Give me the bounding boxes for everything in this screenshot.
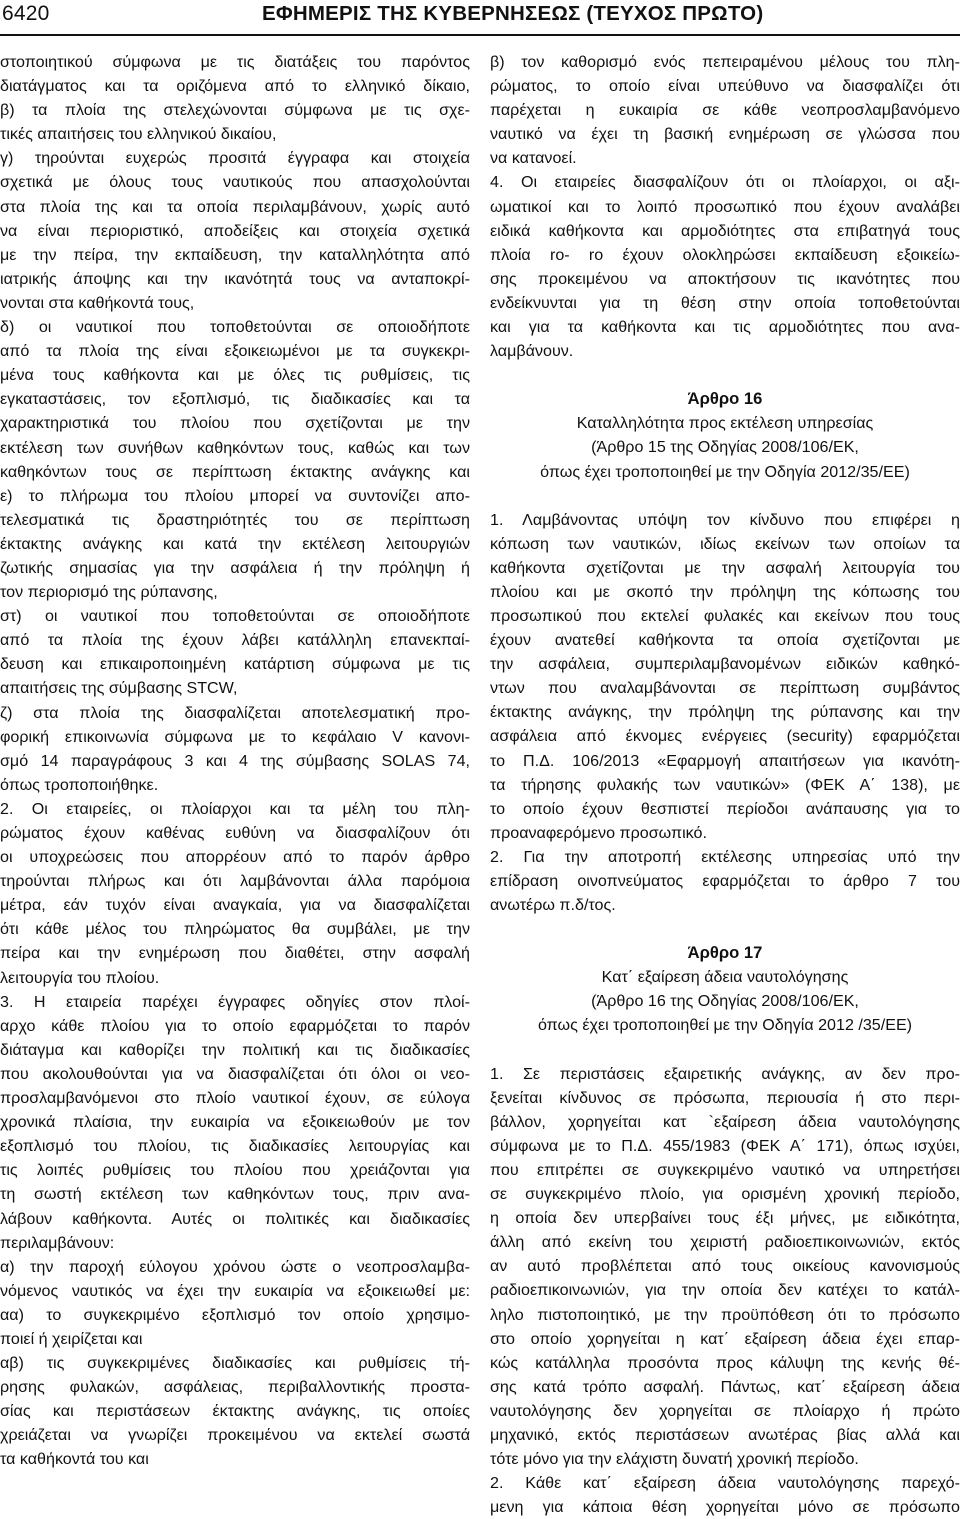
text-line: μενη για κάποια θέση χορηγείται μόνο σε πρόσωπο [490,1498,960,1517]
text-line: 2. Κάθε κατ΄ εξαίρεση άδεια ναυτολόγησης παρεχό- [490,1474,960,1493]
text-line: πείρα και την ενημέρωση που διαθέτει, στην ασφαλή [0,944,470,963]
text-line: 2. Οι εταιρείες, οι πλοίαρχοι και τα μέλη του πλη- [0,799,470,818]
text-line: μένα τους καθήκοντα και με όλες τις ρυθμίσεις, τις [0,366,470,385]
article-subtitle-line: όπως έχει τροποποιηθεί με την Οδηγία 2012 /35/ΕΕ) [537,1016,913,1035]
text-line: αρχο κάθε πλοίου για το οποίο εφαρμόζεται το παρόν [0,1016,470,1035]
header-rule [0,34,960,36]
article-subtitle-line: όπως έχει τροποποιηθεί με την Οδηγία 2012/35/ΕΕ) [540,462,910,481]
text-line: με την πείρα, την εκπαίδευση, την καταλληλότητα από [0,245,470,264]
text-line: τα τήρησης φυλακής των ναυτικών» (ΦΕΚ Α΄ 138), με [490,775,960,794]
text-line: καθηκόντων τους σε περίπτωση έκτακτης ανάγκης και [0,462,470,481]
text-line: ξενείται κίνδυνος σε πρόσωπα, περιουσία ή στο περι- [490,1088,960,1107]
right-column [490,50,960,1519]
text-line: την ασφάλεια, συμπεριλαμβανομένων ειδικών καθηκό- [490,655,960,674]
page-header [0,0,960,40]
text-line: 3. Η εταιρεία παρέχει έγγραφες οδηγίες στον πλοί- [0,992,470,1011]
text-line: πλοία ro- ro έχουν ολοκληρώσει εκπαίδευση εξοικείω- [490,245,960,264]
text-line: νονται στα καθήκοντά τους, [0,293,195,312]
paragraph-gap [490,484,960,508]
text-line: ενδείκνυνται για τη θέση στην οποία τοποθετούνται [490,293,960,312]
text-line: ωματικοί και το λοιπό προσωπικό που έχουν αναλάβει [490,197,960,216]
text-line: εξοπλισμό του πλοίου, τις διαδικασίες λειτουργίας και [0,1137,470,1156]
text-line: ιατρικής άποψης και την ικανότητά τους να ανταποκρί- [0,269,470,288]
text-line: 1. Σε περιστάσεις εξαιρετικής ανάγκης, αν δεν προ- [490,1064,960,1083]
text-line: τικές απαιτήσεις του ελληνικού δικαίου, [0,125,277,144]
text-line: γ) τηρούνται ευχερώς προσιτά έγγραφα και στοιχεία [0,149,470,168]
text-line: ζ) στα πλοία της διασφαλίζεται αποτελεσματική προ- [0,703,470,722]
text-line: αα) το συγκεκριμένο εξοπλισμό τον οποίο χρησιμο- [0,1305,470,1324]
text-line: ληλο πιστοποιητικό, με την προϋπόθεση ότι το πρόσωπο [490,1305,960,1324]
article-subtitle-line: Κατ΄ εξαίρεση άδεια ναυτολόγησης [601,968,849,987]
article-heading: Άρθρο 17 [687,943,763,963]
text-line: βάλλον, χορηγείται κατ `εξαίρεση άδεια ναυτολόγησης [490,1112,960,1131]
text-line: χρονικά πλαίσια, την ευκαιρία να εξοικειωθούν με τον [0,1113,470,1132]
text-line: τελεσματικά τις δραστηριότητές του σε περίπτωση [0,510,470,529]
text-line: στα πλοία της και τα οποία περιλαμβάνουν, χωρίς αυτό [0,197,470,216]
text-line: ντων που αναλαμβάνονται σε περίπτωση συμβάντος [490,679,960,698]
text-line: τηρούνται πλήρως και ότι λαμβάνονται άλλα παρόμοια [0,872,470,891]
text-line: β) τον καθορισμό ενός πεπειραμένου μέλους του πλη- [490,53,960,71]
text-line: ναυτολόγησης δεν χορηγείται σε πλοίαρχο ή πρώτο [490,1401,960,1420]
text-line: 4. Οι εταιρείες διασφαλίζουν ότι οι πλοίαρχοι, οι αξι- [490,173,960,192]
text-line: έκτακτης ανάγκης, την πρόληψη της ρύπανσης και την [490,703,960,722]
text-line: σης προκειμένου να αποκτήσουν τις ικανότητες που [490,269,960,288]
text-line: διατάγματος και τα οριζόμενα από το ελληνικό δίκαιο, [0,77,470,96]
text-line: δευση και επικαιροποιημένη κατάρτιση σύμφωνα με τις [0,655,470,674]
text-line: σίας και περιστάσεων έκτακτης ανάγκης, τις οποίες [0,1402,470,1421]
text-line: χαρακτηριστικά του πλοίου που σχετίζονται με την [0,414,470,433]
text-line: φορική επικοινωνία σύμφωνα με το κεφάλαιο V κανονι- [0,727,470,746]
text-line: δ) οι ναυτικοί που τοποθετούνται σε οποιοδήποτε [0,318,470,337]
text-line: ρησης φυλακών, ασφάλειας, περιβαλλοντικής προστα- [0,1378,470,1397]
text-line: εκτέλεση των συνήθων καθηκόντων τους, καθώς και των [0,438,470,457]
paragraph-gap [490,363,960,387]
text-line: λειτουργία του πλοίου. [0,968,160,987]
text-line: ανωτέρω π.δ/τος. [490,896,616,915]
text-line: παρέχεται η ευκαιρία σε κάθε νεοπροσλαμβανόμενο [490,101,960,120]
text-line: 2. Για την αποτροπή εκτέλεσης υπηρεσίας υπό την [490,847,960,866]
text-line: επίδραση οινοπνεύματος εφαρμόζεται το άρθρο 7 του [490,872,960,890]
text-line: προαναφερόμενο προσωπικό. [490,823,707,842]
text-line: έκτακτης ανάγκης και κατά την εκτέλεση λειτουργιών [0,534,470,553]
text-line: πλοίου και με σκοπό την πρόληψη της κόπωσης του [490,582,960,601]
text-line: εγκαταστάσεις, τον εξοπλισμό, τις διαδικασίες και τα [0,390,470,409]
article-heading: Άρθρο 16 [687,389,763,409]
text-line: τις λοιπές ρυθμίσεις του πλοίου που χρειάζονται για [0,1161,470,1180]
text-line: να κατανοεί. [490,149,577,168]
journal-title: ΕΦΗΜΕΡΙΣ ΤΗΣ ΚΥΒΕΡΝΗΣΕΩΣ (ΤΕΥΧΟΣ ΠΡΩΤΟ) [262,2,764,25]
text-line: ειδικά καθήκοντα και αρμοδιότητες στα επιβατηγά τους [490,221,960,240]
text-line: λαμβάνουν. [490,342,574,361]
text-line: ναυτικό να έχει τη βασική ενημέρωση σε γλώσσα που [490,125,960,144]
text-line: ρώματος, το οποίο είναι υπεύθυνο να διασφαλίζει ότι [490,77,960,96]
text-line: που επιτρέπει σε συγκεκριμένο ναυτικό να υπηρετήσει [490,1160,960,1179]
text-line: 1. Λαμβάνοντας υπόψη τον κίνδυνο που επιφέρει η [490,510,960,529]
text-line: και για τα καθήκοντα και τις αρμοδιότητες που ανα- [490,318,960,337]
text-line: άλλη από εκείνη του χειριστή ραδιοεπικοινωνιών, εκτός [490,1233,960,1252]
text-line: κώς κατάλληλα προσόντα προς κάλυψη της κενής θέ- [490,1353,960,1372]
text-line: περιλαμβάνουν: [0,1233,115,1252]
text-line: λάβουν καθήκοντα. Αυτές οι πολιτικές και διαδικασίες [0,1209,470,1228]
text-line: αβ) τις συγκεκριμένες διαδικασίες και ρυθμίσεις τή- [0,1354,470,1373]
text-line: ραδιοεπικοινωνιών, για την οποία δεν κατέχει το κατάλ- [490,1281,960,1300]
text-line: σης κατά τρόπο ασφαλή. Πάντως, κατ΄ εξαίρεση άδεια [490,1377,960,1396]
text-line: η οποία δεν υπερβαίνει τους έξι μήνες, με ειδικότητα, [490,1209,960,1228]
text-line: νόμενος ναυτικός να έχει την ευκαιρία να εξοικειωθεί με: [0,1281,470,1300]
text-line: α) την παροχή εύλογου χρόνου ώστε ο νεοπροσλαμβα- [0,1257,470,1276]
article-subtitle-line: Καταλληλότητα προς εκτέλεση υπηρεσίας [576,414,874,433]
text-line: όπως τροποποιήθηκε. [0,775,159,794]
text-line: ασφάλεια από έκνομες ενέργειες (security) εφαρμόζεται [490,727,960,746]
text-line: το οποίο έχουν θεσπιστεί περίοδοι ανάπαυσης για το [490,799,960,818]
text-line: χρειάζεται να γνωρίζει προκειμένου να εκτελεί σωστά [0,1426,470,1445]
page-number: 6420 [2,2,50,25]
text-line: μέτρα, εάν τυχόν είναι αναγκαία, για να διασφαλίζεται [0,896,470,915]
text-line: απαιτήσεις της σύμβασης STCW, [0,679,238,698]
text-line: προσωπικού που εκτελεί φυλακές και εκείνων που τους [490,606,960,625]
text-line: ποιεί ή χειρίζεται και [0,1329,143,1348]
text-line: στοποιητικού σύμφωνα με τις διατάξεις του παρόντος [0,53,470,71]
text-line: τότε μόνο για την ελάχιστη δυνατή χρονική περίοδο. [490,1450,859,1469]
text-line: τα καθήκοντά του και [0,1450,149,1469]
text-line: σε συγκεκριμένο πλοίο, για ορισμένη χρονική περίοδο, [490,1185,960,1204]
text-line: σχετικά με όλους τους ναυτικούς που απασχολούνται [0,173,470,192]
left-column [0,50,470,1472]
text-line: προσλαμβανόμενοι στο πλοίο ναυτικοί έχουν, σε εύλογα [0,1089,470,1108]
text-line: που ακολουθούνται για να διασφαλίζεται ότι όλοι οι νεο- [0,1064,470,1083]
article-subtitle-line: (Άρθρο 15 της Οδηγίας 2008/106/ΕΚ, [591,438,859,457]
text-line: σύμφωνα με το Π.Δ. 455/1983 (ΦΕΚ Α΄ 171), όπως ισχύει, [490,1136,960,1155]
text-line: ρώματος έχουν καθένας ευθύνη να διασφαλίζουν ότι [0,824,470,842]
text-line: από τα πλοία της είναι εξοικειωμένοι με τα συγκεκρι- [0,342,470,361]
text-line: ε) το πλήρωμα του πλοίου μπορεί να συντονίζει απο- [0,486,470,505]
text-line: να είναι περιοριστικό, αποδείξεις και στοιχεία σχετικά [0,221,470,240]
text-line: ότι κάθε μέλος του πληρώματος θα συμβάλει, με την [0,920,470,939]
text-line: ζωτικής σημασίας για την ασφάλεια ή την πρόληψη ή [0,558,470,577]
text-line: στο οποίο χορηγείται η κατ΄ εξαίρεση άδεια έχει επαρ- [490,1329,960,1348]
text-line: διάταγμα και καθορίζει την πολιτική και τις διαδικασίες [0,1040,470,1059]
text-line: έχουν ανατεθεί καθήκοντα τα οποία σχετίζονται με [490,631,960,650]
text-line: στ) οι ναυτικοί που τοποθετούνται σε οποιοδήποτε [0,607,470,626]
paragraph-gap [490,917,960,941]
text-line: από τα πλοία της έχουν λάβει κατάλληλη επανεκπαί- [0,631,470,650]
article-subtitle-line: (Άρθρο 16 της Οδηγίας 2008/106/ΕΚ, [591,992,859,1011]
text-line: κόπωση των ναυτικών, ιδίως εκείνων των οποίων τα [490,534,960,553]
text-line: β) τα πλοία της στελεχώνονται σύμφωνα με τις σχε- [0,101,470,120]
text-line: μηχανικό, εκτός περιστάσεων ανωτέρας βίας αλλά και [490,1425,960,1444]
text-line: οι υποχρεώσεις που απορρέουν από το παρόν άρθρο [0,848,470,867]
text-line: το Π.Δ. 106/2013 «Εφαρμογή απαιτήσεων για ικανότη- [490,751,960,770]
paragraph-gap [490,1038,960,1062]
text-line: τη σωστή εκτέλεση των καθηκόντων τους, πριν ανα- [0,1185,470,1204]
text-line: τον περιορισμό της ρύπανσης, [0,583,218,602]
text-line: σμό 14 παραγράφους 3 και 4 της σύμβασης SOLAS 74, [0,751,470,770]
text-line: καθήκοντα σχετίζονται με την ασφαλή λειτουργία του [490,558,960,577]
text-line: αν αυτό προβλέπεται από τους οικείους κανονισμούς [490,1257,960,1276]
